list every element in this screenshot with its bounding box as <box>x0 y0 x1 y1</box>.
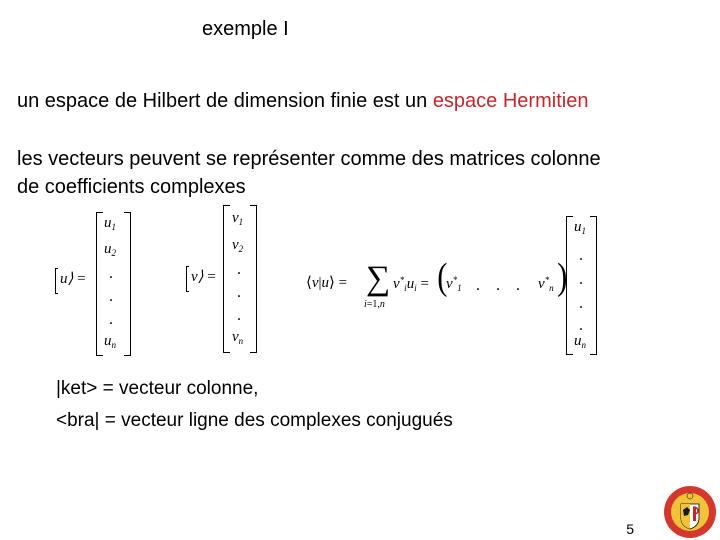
sum-symbol: ∑ <box>366 260 391 297</box>
row-dot: . <box>516 277 520 294</box>
definition-line <box>17 90 588 113</box>
col-u-dot: . <box>579 295 583 312</box>
description-line-1: les vecteurs peuvent se représenter comme des matrices colonne <box>17 148 601 170</box>
ket-v-right-bracket <box>250 205 257 353</box>
ket-u-dot: . <box>109 311 113 328</box>
row-dot: . <box>476 277 480 294</box>
ket-v-dot: . <box>237 284 241 301</box>
definition-text: un espace de Hilbert de dimension finie est un <box>17 90 433 112</box>
ket-u-entry-n: $u_n$ <box>104 333 116 350</box>
ket-u-label: u⟩ = <box>60 271 86 287</box>
ket-u-dot: . <box>109 288 113 305</box>
sum-index: i=1,n <box>364 299 385 310</box>
ket-v-dot: . <box>237 261 241 278</box>
row-entry-n: $v^*_n$ <box>538 275 554 293</box>
ket-v-entry-1: $v_1$ <box>232 210 244 227</box>
description-line-2: de coefficients complexes <box>17 176 246 198</box>
page-number: 5 <box>626 521 634 537</box>
ket-u-right-bracket <box>124 212 131 356</box>
row-dot: . <box>496 277 500 294</box>
row-entry-1: $v^*_1$ <box>446 275 462 293</box>
ket-v-left-bracket <box>223 205 230 353</box>
slide-title: exemple I <box>202 18 289 40</box>
col-u-dot: . <box>579 247 583 264</box>
highlight-term: espace Hermitien <box>432 90 589 112</box>
ket-v-bar <box>186 266 189 292</box>
row-right-paren: ) <box>557 256 568 298</box>
col-u-right-bracket <box>590 216 597 355</box>
ket-v-label: v⟩ = <box>191 269 216 285</box>
ket-v-dot: . <box>237 307 241 324</box>
ket-u-dot: . <box>109 265 113 282</box>
col-u-entry-n: $u_n$ <box>574 333 586 350</box>
col-u-dot: . <box>579 317 583 334</box>
university-seal-logo <box>662 484 718 540</box>
col-u-dot: . <box>579 271 583 288</box>
ket-u-left-bracket <box>96 212 103 356</box>
ket-u-entry-1: $u_1$ <box>104 215 116 232</box>
col-u-entry-1: $u_1$ <box>574 219 586 236</box>
ket-u-bar <box>55 268 58 294</box>
ket-u-entry-2: $u_2$ <box>104 241 116 258</box>
col-u-left-bracket <box>566 216 573 355</box>
bra-note: <bra| = vecteur ligne des complexes conjugués <box>56 410 453 431</box>
ket-v-entry-n: $v_n$ <box>232 329 244 346</box>
row-left-paren: ( <box>437 256 448 298</box>
sum-term: $v^*_iu_i$ = <box>393 275 429 293</box>
ket-note: |ket> = vecteur colonne, <box>56 378 259 399</box>
braket-vu: ⟨v|u⟩ = <box>306 275 348 291</box>
ket-v-entry-2: $v_2$ <box>232 237 244 254</box>
